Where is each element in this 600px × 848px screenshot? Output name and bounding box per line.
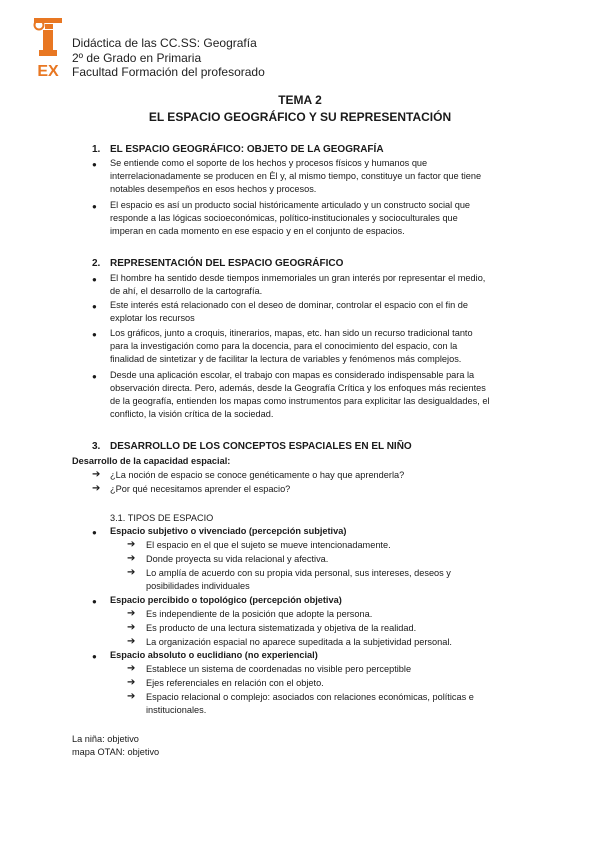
space-type-title: Espacio subjetivo o vivenciado (percepción subjetiva) [110, 526, 347, 536]
header-course: Didáctica de las CC.SS: Geografía [72, 36, 257, 50]
arrow-icon: ➔ [127, 663, 136, 674]
space-type-item: Espacio relacional o complejo: asociados con relaciones económicas, políticas e institucionales. [146, 692, 474, 715]
arrow-icon: ➔ [127, 691, 136, 702]
section-2-bullet: Desde una aplicación escolar, el trabajo con mapas es considerado indispensable para la observación directa. Pero, además, desde la Geografía Crítica y los enfoques más recientes de la geografía, entienden los mapas como instrumentos para explicitar las desigualdades, el conflicto, la visión crítica de la sociedad. [110, 370, 490, 419]
arrow-icon: ➔ [127, 677, 136, 688]
space-type-item: La organización espacial no aparece supeditada a la subjetividad personal. [146, 637, 452, 647]
arrow-icon: ➔ [127, 608, 136, 619]
bullet-icon: ● [92, 275, 97, 284]
topic-title: EL ESPACIO GEOGRÁFICO Y SU REPRESENTACIÓN [148, 110, 452, 124]
section-2-bullet: Este interés está relacionado con el deseo de dominar, controlar el espacio con el fin de explotar los recursos [110, 300, 469, 323]
section-3-heading: 3. DESARROLLO DE LOS CONCEPTOS ESPACIALES EN EL NIÑO [92, 441, 412, 452]
section-1-heading: 1. EL ESPACIO GEOGRÁFICO: OBJETO DE LA GEOGRAFÍA [92, 144, 384, 155]
bullet-icon: ● [92, 372, 97, 381]
note-line: mapa OTAN: objetivo [72, 747, 160, 757]
space-type-item: Lo amplía de acuerdo con su propia vida personal, sus intereses, deseos y posibilidades individuales [146, 568, 451, 591]
question-item: ¿La noción de espacio se conoce genéticamente o hay que aprenderla? [110, 470, 405, 480]
space-type-item: El espacio en el que el sujeto se mueve intencionadamente. [146, 540, 391, 550]
bullet-icon: ● [92, 330, 97, 339]
bullet-icon: ● [92, 202, 97, 211]
arrow-icon: ➔ [127, 553, 136, 564]
bullet-icon: ● [92, 652, 97, 661]
space-type-item: Ejes referenciales en relación con el objeto. [146, 678, 324, 688]
document-header [72, 36, 265, 80]
arrow-icon: ➔ [92, 483, 101, 494]
section-2-bullet: Los gráficos, junto a croquis, itinerarios, mapas, etc. han sido un recurso tradicional tanto para la investigación como para la docencia, para el conocimiento del espacio, con la finalidad de sintetizar y de facilitar la lectura de variables y fenómenos más complejos. [110, 328, 473, 364]
university-logo [31, 14, 65, 80]
logo-text: EX [37, 63, 59, 80]
section-1-bullet: El espacio es así un producto social históricamente articulado y un constructo social que responde a las lógicas socioeconómicas, político-institucionales y socioculturales que imperan en cada momento en ese espacio y en el conjunto de espacios. [110, 200, 471, 236]
space-type-item: Establece un sistema de coordenadas no visible pero perceptible [146, 664, 412, 674]
space-type-title: Espacio percibido o topológico (percepción objetiva) [110, 595, 342, 605]
arrow-icon: ➔ [92, 469, 101, 480]
arrow-icon: ➔ [127, 539, 136, 550]
space-type-item: Donde proyecta su vida relacional y afectiva. [146, 554, 329, 564]
header-grade: 2º de Grado en Primaria [72, 50, 202, 65]
section-2-heading: 2. REPRESENTACIÓN DEL ESPACIO GEOGRÁFICO [92, 258, 344, 269]
section-2-bullet: El hombre ha sentido desde tiempos inmemoriales un gran interés por representar el medio, de ahí, el desarrollo de la cartografía. [110, 273, 486, 296]
arrow-icon: ➔ [127, 567, 136, 578]
header-faculty: Facultad Formación del profesorado [72, 65, 265, 79]
section-1-bullet: Se entiende como el soporte de los hechos y procesos físicos y humanos que interrelacionadamente se producen en Èl y, al mismo tiempo, constituye un factor que tiene notables desempeños en esos hechos y procesos. [110, 158, 482, 194]
bullet-icon: ● [92, 302, 97, 311]
topic-number: TEMA 2 [278, 93, 322, 107]
section-3-subheading: Desarrollo de la capacidad espacial: [72, 456, 231, 466]
space-type-title: Espacio absoluto o euclidiano (no experiencial) [110, 650, 318, 660]
bullet-icon: ● [92, 528, 97, 537]
note-line: La niña: objetivo [72, 734, 139, 744]
arrow-icon: ➔ [127, 636, 136, 647]
bullet-icon: ● [92, 597, 97, 606]
arrow-icon: ➔ [127, 622, 136, 633]
types-heading: 3.1. TIPOS DE ESPACIO [110, 513, 214, 523]
space-type-item: Es independiente de la posición que adopte la persona. [146, 609, 373, 619]
bullet-icon: ● [92, 160, 97, 169]
space-type-item: Es producto de una lectura sistematizada y objetiva de la realidad. [146, 623, 417, 633]
question-item: ¿Por qué necesitamos aprender el espacio? [110, 484, 291, 494]
